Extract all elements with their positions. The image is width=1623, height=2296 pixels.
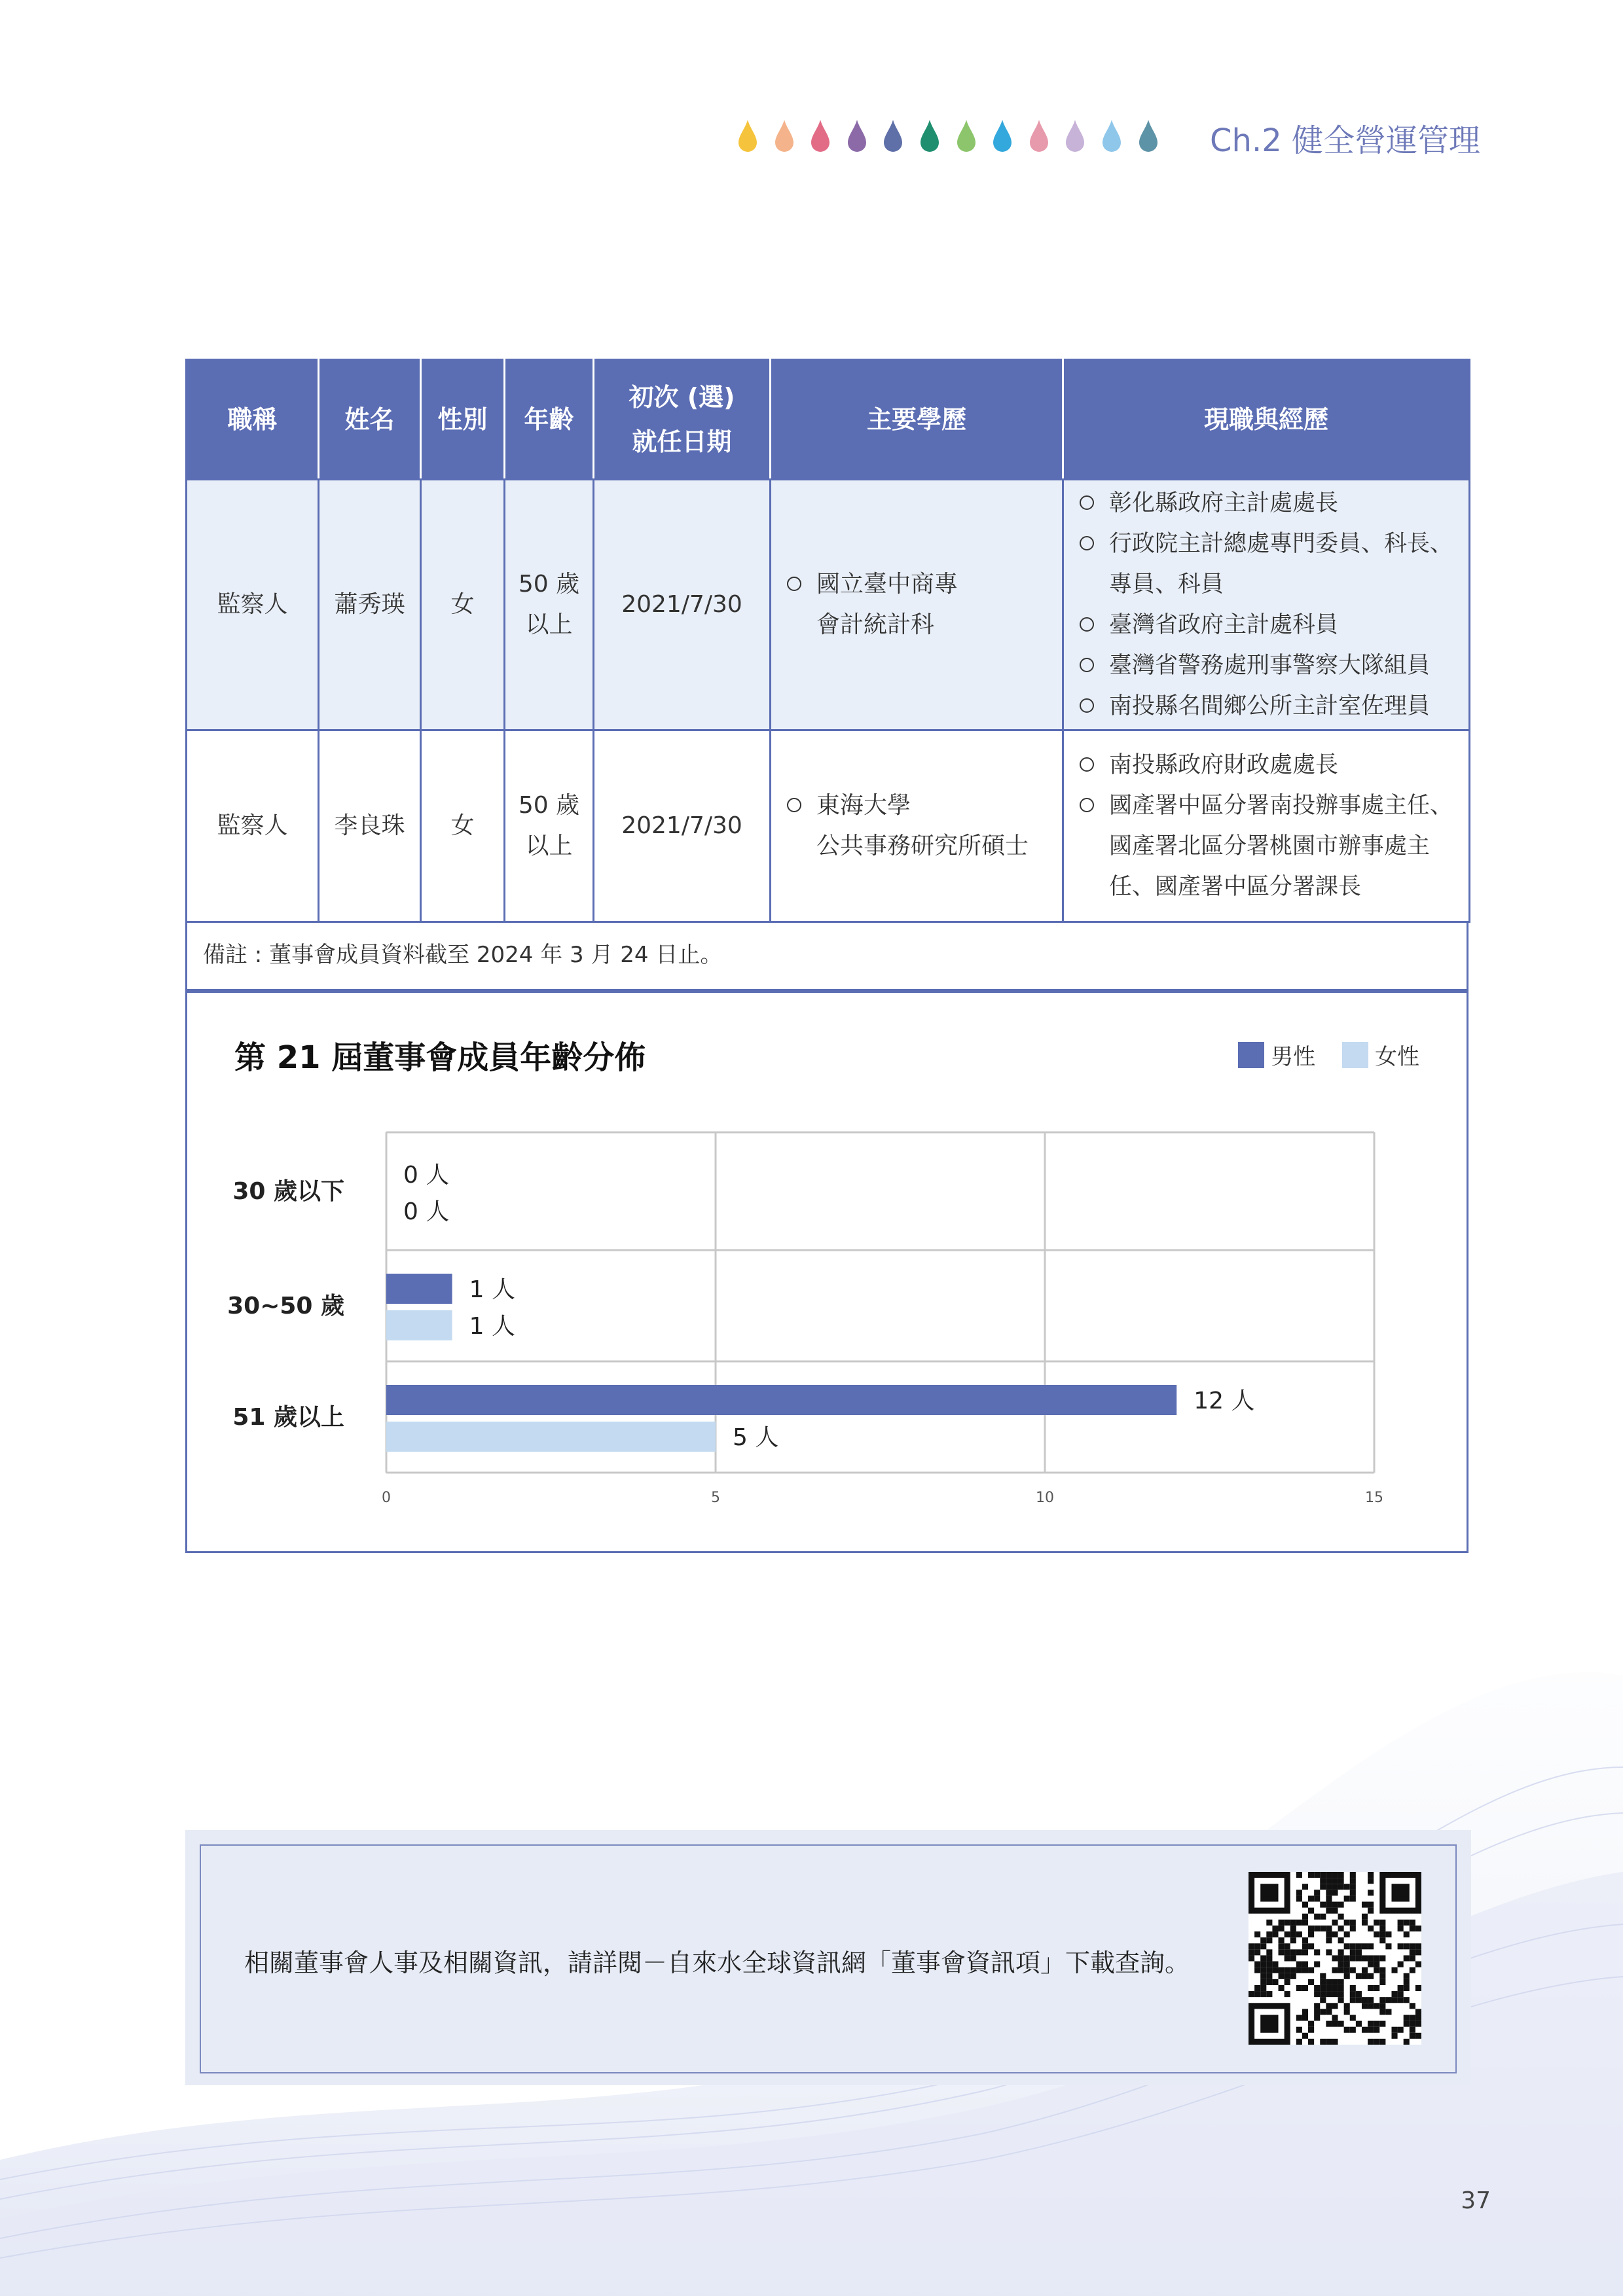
cell-title: 監察人 [187, 730, 319, 922]
color-drop [1030, 120, 1048, 152]
info-text: 相關董事會人事及相關資訊，請詳閱－自來水全球資訊網「董事會資訊項」下載查詢。 [244, 1948, 1190, 1977]
experience-item: 行政院主計總處專門委員、科長、 [1080, 524, 1468, 564]
bar-female [386, 1310, 452, 1340]
x-tick-label: 10 [1036, 1490, 1054, 1506]
header-date: 初次 (選) 就任日期 [594, 360, 771, 480]
cell-gender: 女 [421, 480, 505, 730]
data-label: 5 人 [733, 1424, 779, 1451]
education-item: 東海大學 [787, 785, 1062, 826]
cell-education [771, 730, 1063, 922]
cell-title: 監察人 [187, 480, 319, 730]
color-drop [993, 120, 1012, 152]
data-label: 0 人 [403, 1162, 450, 1189]
color-drop [1066, 120, 1084, 152]
cell-experience [1063, 480, 1470, 730]
x-tick-label: 5 [711, 1490, 720, 1506]
age-bar-chart [187, 993, 1467, 1549]
header-title: 職稱 [187, 360, 319, 480]
table-note: 備註 : 董事會成員資料截至 2024 年 3 月 24 日止。 [185, 922, 1468, 991]
cell-date: 2021/7/30 [594, 730, 771, 922]
color-drop [1103, 120, 1121, 152]
age-line1: 50 歲 [518, 571, 580, 598]
experience-item: 臺灣省警務處刑事警察大隊組員 [1080, 645, 1468, 686]
category-label: 30 歲以下 [232, 1178, 344, 1205]
experience-item: 南投縣名間鄉公所主計室佐理員 [1080, 686, 1468, 726]
color-drop [811, 120, 830, 152]
color-drop [775, 120, 793, 152]
color-drop [957, 120, 976, 152]
experience-item-cont: 專員、科員 [1109, 571, 1224, 598]
experience-item: 彰化縣政府主計處處長 [1080, 483, 1468, 524]
age-line2: 以上 [525, 833, 573, 859]
cell-name: 李良珠 [319, 730, 421, 922]
experience-item: 南投縣政府財政處處長 [1080, 745, 1468, 785]
age-chart-box [185, 991, 1468, 1553]
color-drop [884, 120, 902, 152]
category-label: 30~50 歲 [227, 1293, 344, 1319]
header-education: 主要學歷 [771, 360, 1063, 480]
bar-male [386, 1385, 1176, 1415]
cell-date: 2021/7/30 [594, 480, 771, 730]
cell-age [505, 730, 594, 922]
table-header-row [187, 360, 1470, 480]
experience-item: 臺灣省政府主計處科員 [1080, 605, 1468, 645]
color-drop [739, 120, 757, 152]
education-item-cont: 公共事務研究所碩士 [816, 833, 1029, 859]
data-label: 1 人 [469, 1313, 515, 1340]
x-tick-label: 15 [1365, 1490, 1383, 1506]
header-experience: 現職與經歷 [1063, 360, 1470, 480]
cell-education [771, 480, 1063, 730]
legend-label-male: 男性 [1271, 1044, 1316, 1070]
data-label: 0 人 [403, 1198, 450, 1225]
header-gender: 性別 [421, 360, 505, 480]
cell-age [505, 480, 594, 730]
bar-male [386, 1274, 452, 1304]
category-label: 51 歲以上 [232, 1404, 344, 1431]
chapter-title: Ch.2 健全營運管理 [1210, 122, 1480, 159]
experience-item-cont: 國產署北區分署桃園市辦事處主 [1109, 833, 1431, 859]
data-label: 12 人 [1194, 1388, 1255, 1414]
header-age: 年齡 [505, 360, 594, 480]
info-box [200, 1844, 1457, 2073]
table-row [187, 730, 1470, 922]
education-item: 國立臺中商專 [787, 564, 1062, 605]
data-label: 1 人 [469, 1276, 515, 1303]
chart-title: 第 21 屆董事會成員年齡分佈 [234, 1039, 646, 1076]
age-line2: 以上 [525, 611, 573, 638]
experience-item-cont: 任、國產署中區分署課長 [1109, 874, 1362, 900]
qr-code[interactable] [1249, 1872, 1421, 2045]
cell-name: 蕭秀瑛 [319, 480, 421, 730]
bar-female [386, 1422, 716, 1452]
table-row [187, 480, 1470, 730]
board-table [185, 359, 1470, 923]
x-tick-label: 0 [382, 1490, 391, 1506]
education-item-cont: 會計統計科 [816, 611, 935, 638]
color-drop [921, 120, 939, 152]
age-line1: 50 歲 [518, 792, 580, 819]
color-drop [1139, 120, 1158, 152]
page-number: 37 [1461, 2187, 1491, 2214]
experience-item: 國產署中區分署南投辦事處主任、 [1080, 785, 1468, 826]
color-drop [848, 120, 866, 152]
legend-label-female: 女性 [1375, 1044, 1419, 1070]
cell-experience [1063, 730, 1470, 922]
header-name: 姓名 [319, 360, 421, 480]
cell-gender: 女 [421, 730, 505, 922]
